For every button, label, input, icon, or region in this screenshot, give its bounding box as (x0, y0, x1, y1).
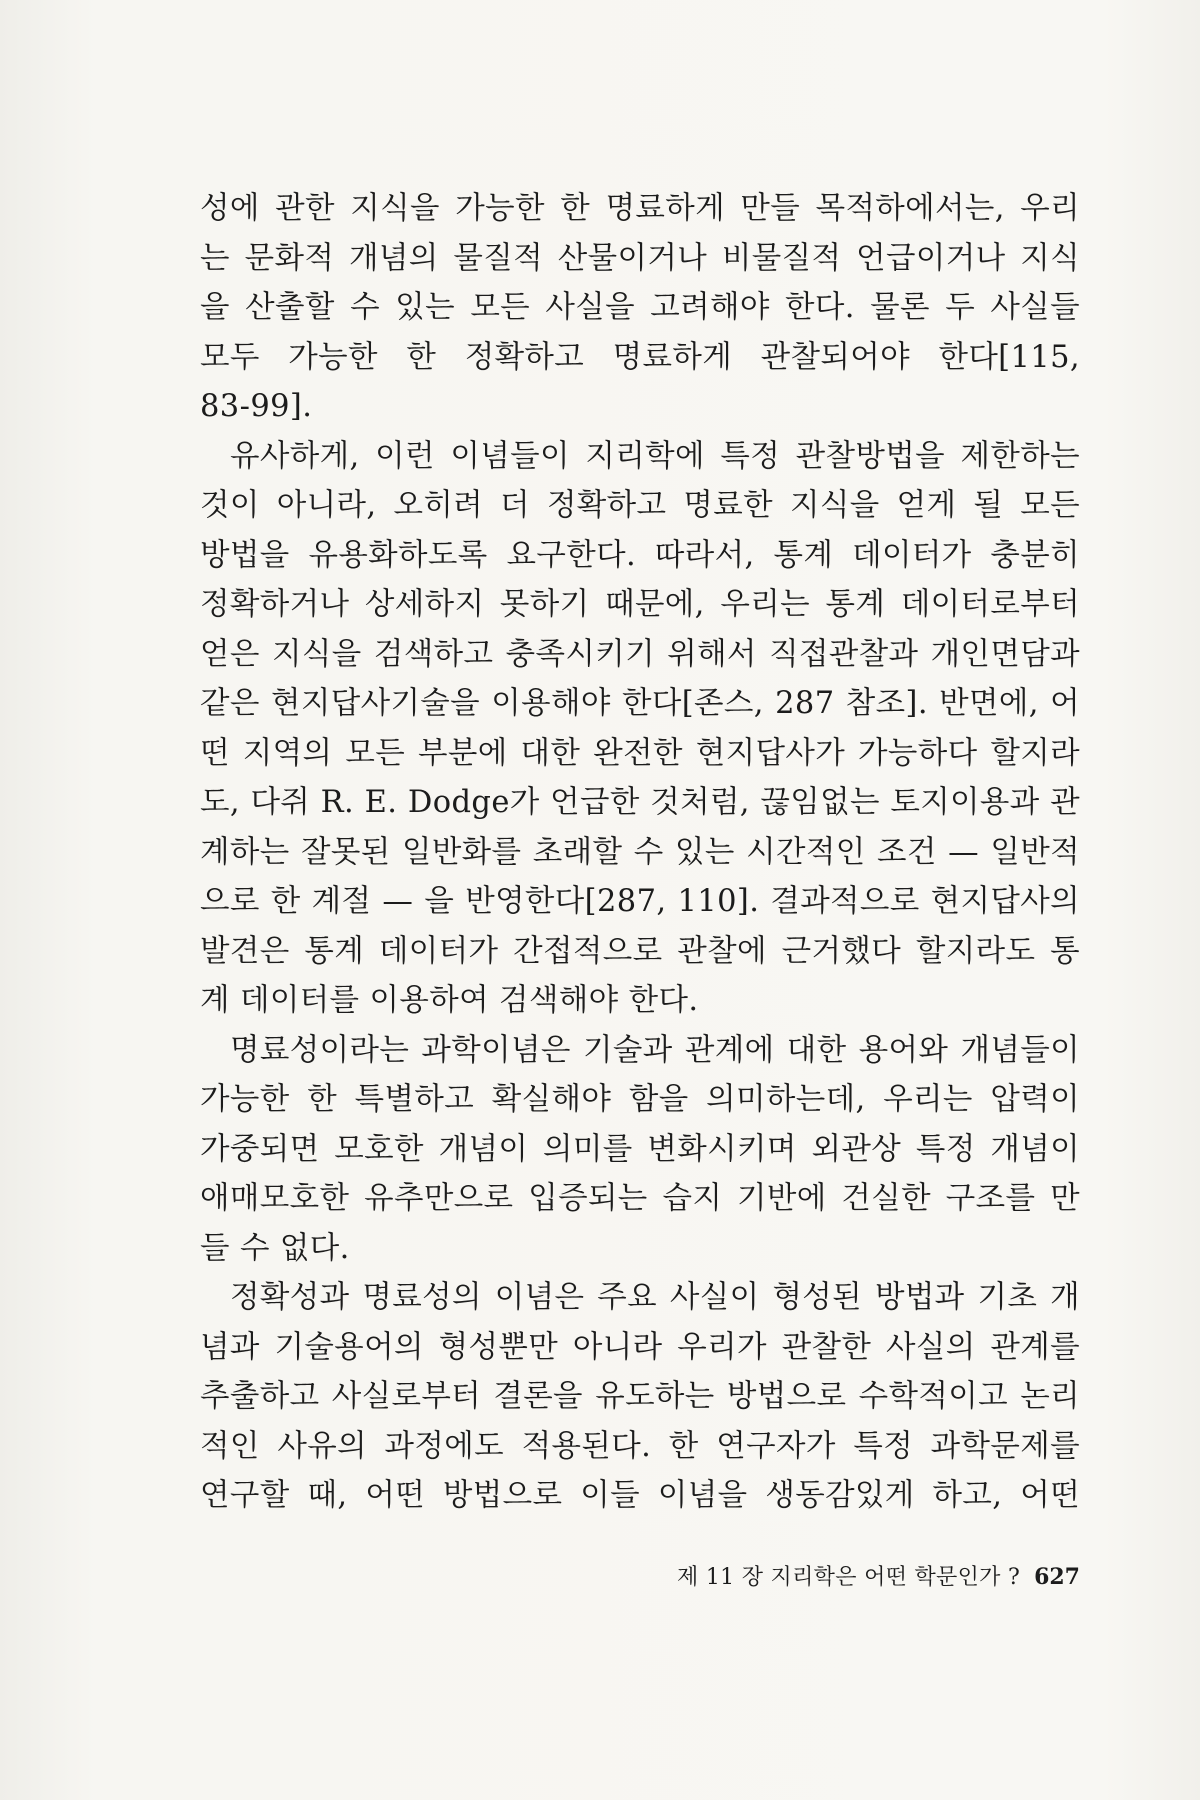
paragraph (200, 184, 1080, 432)
text-line: 유사하게, 이런 이념들이 지리학에 특정 관찰방법을 제한하는 (230, 438, 1080, 474)
text-line: 발견은 통계 데이터가 간접적으로 관찰에 근거했다 할지라도 통 (200, 933, 1080, 969)
paragraph (200, 1026, 1080, 1274)
text-line: 으로 한 계절 — 을 반영한다[287, 110]. 결과적으로 현지답사의 (200, 884, 1080, 919)
text-line: 모두 가능한 한 정확하고 명료하게 관찰되어야 한다[115, (200, 339, 1080, 375)
text-line: 정확성과 명료성의 이념은 주요 사실이 형성된 방법과 기초 개 (230, 1280, 1080, 1315)
text-line: 을 산출할 수 있는 모든 사실을 고려해야 한다. 물론 두 사실들 (200, 290, 1080, 325)
running-footer-chapter-title: 제 11 장 지리학은 어떤 학문인가 ? (676, 1565, 1021, 1590)
text-line: 것이 아니라, 오히려 더 정확하고 명료한 지식을 얻게 될 모든 (200, 488, 1080, 523)
text-line: 념과 기술용어의 형성뿐만 아니라 우리가 관찰한 사실의 관계를 (200, 1329, 1080, 1365)
text-line: 방법을 유용화하도록 요구한다. 따라서, 통계 데이터가 충분히 (200, 537, 1080, 573)
page-footer (580, 1562, 1080, 1593)
text-line: 는 문화적 개념의 물질적 산물이거나 비물질적 언급이거나 지식 (200, 240, 1080, 276)
text-line: 가중되면 모호한 개념이 의미를 변화시키며 외관상 특정 개념이 (200, 1131, 1080, 1167)
paragraph (200, 432, 1080, 1026)
paragraph (200, 1273, 1080, 1521)
text-line: 같은 현지답사기술을 이용해야 한다[존스, 287 참조]. 반면에, 어 (200, 686, 1080, 721)
text-line: 가능한 한 특별하고 확실해야 함을 의미하는데, 우리는 압력이 (200, 1082, 1080, 1117)
text-line: 애매모호한 유추만으로 입증되는 습지 기반에 건실한 구조를 만 (200, 1181, 1080, 1216)
text-line: 도, 다쥐 R. E. Dodge가 언급한 것처럼, 끊임없는 토지이용과 관 (200, 785, 1080, 820)
body-text (200, 184, 1080, 1521)
text-line: 계하는 잘못된 일반화를 초래할 수 있는 시간적인 조건 — 일반적 (200, 834, 1080, 870)
text-line: 얻은 지식을 검색하고 충족시키기 위해서 직접관찰과 개인면담과 (200, 636, 1080, 672)
text-line: 명료성이라는 과학이념은 기술과 관계에 대한 용어와 개념들이 (230, 1032, 1080, 1068)
text-line: 추출하고 사실로부터 결론을 유도하는 방법으로 수학적이고 논리 (200, 1379, 1080, 1414)
page-number: 627 (1034, 1564, 1080, 1590)
text-line: 적인 사유의 과정에도 적용된다. 한 연구자가 특정 과학문제를 (200, 1428, 1080, 1464)
text-line: 성에 관한 지식을 가능한 한 명료하게 만들 목적하에서는, 우리 (200, 191, 1080, 226)
text-line: 들 수 없다. (200, 1230, 350, 1266)
text-line: 계 데이터를 이용하여 검색해야 한다. (200, 983, 699, 1018)
text-line: 연구할 때, 어떤 방법으로 이들 이념을 생동감있게 하고, 어떤 (200, 1478, 1080, 1513)
text-line: 정확하거나 상세하지 못하기 때문에, 우리는 통계 데이터로부터 (200, 587, 1080, 622)
text-line: 떤 지역의 모든 부분에 대한 완전한 현지답사가 가능하다 할지라 (200, 735, 1080, 771)
text-line: 83-99]. (200, 389, 313, 424)
